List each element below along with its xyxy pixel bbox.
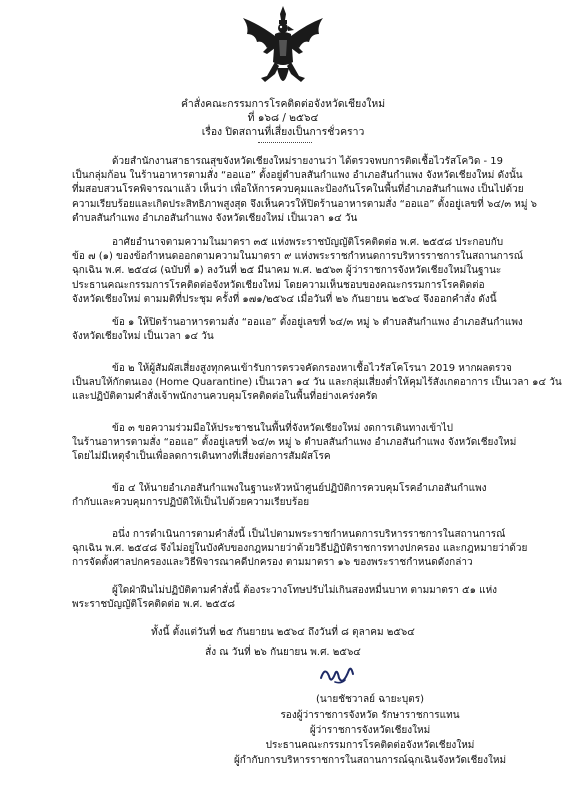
- signatory-position: ผู้ว่าราชการจังหวัดเชียงใหม่: [309, 725, 431, 736]
- paragraph-line: ด้วยสำนักงานสาธารณสุขจังหวัดเชียงใหม่รายงานว่า ได้ตรวจพบการติดเชื้อไวรัสโควิด - 19: [112, 156, 504, 167]
- clause-line: ข้อ ๑ ให้ปิดร้านอาหารตามสั่ง “ออแอ” ตั้งอยู่เลขที่ ๖๔/๓ หมู่ ๖ ตำบลสันกำแพง อำเภอสันกำแพง: [112, 317, 523, 328]
- paragraph-line: ฉุกเฉิน พ.ศ. ๒๕๔๘ จึงไม่อยู่ในบังคับของกฎหมายว่าด้วยวิธีปฏิบัติราชการทางปกครอง และกฎหมายว่าด้วย: [72, 543, 528, 555]
- clause-line: จังหวัดเชียงใหม่ เป็นเวลา ๑๔ วัน: [72, 331, 214, 343]
- signatory-position: ประธานคณะกรรมการโรคติดต่อจังหวัดเชียงใหม่: [265, 740, 475, 751]
- paragraph-line: ข้อ ๗ (๑) ของข้อกำหนดออกตามความในมาตรา ๙ แห่งพระราชกำหนดการบริหารราชการในสถานการณ์: [72, 251, 523, 263]
- clause-4: [72, 482, 510, 510]
- clause-line: ข้อ ๓ ขอความร่วมมือให้ประชาชนในพื้นที่จังหวัดเชียงใหม่ งดการเดินทางเข้าไป: [112, 423, 454, 434]
- order-title: คำสั่งคณะกรรมการโรคติดต่อจังหวัดเชียงใหม่: [180, 98, 386, 110]
- paragraph-authority: [72, 236, 523, 307]
- order-number: ที่ ๑๖๘ / ๒๕๖๔: [247, 112, 319, 124]
- clause-line: เป็นลบให้กักตนเอง (Home Quarantine) เป็นเวลา ๑๔ วัน และกลุ่มเสี่ยงต่ำให้คุมไร้สังเกตอาการ เป็นเวลา ๑๔ วัน: [72, 377, 562, 389]
- clause-line: กำกับและควบคุมการปฏิบัติให้เป็นไปด้วยความเรียบร้อย: [72, 497, 310, 509]
- paragraph-line: ฉุกเฉิน พ.ศ. ๒๕๔๘ (ฉบับที่ ๑) ลงวันที่ ๒๕ มีนาคม พ.ศ. ๒๕๖๓ ผู้ว่าราชการจังหวัดเชียงใหม่ในฐานะ: [72, 265, 502, 277]
- effective-period: ทั้งนี้ ตั้งแต่วันที่ ๒๕ กันยายน ๒๕๖๔ ถึงวันที่ ๘ ตุลาคม ๒๕๖๔: [151, 627, 415, 638]
- paragraph-exemption: [72, 528, 528, 571]
- paragraph-line: พระราชบัญญัติโรคติดต่อ พ.ศ. ๒๕๕๘: [72, 599, 236, 611]
- paragraph-line: ผู้ใดฝ่าฝืนไม่ปฏิบัติตามคำสั่งนี้ ต้องระวางโทษปรับไม่เกินสองหมื่นบาท ตามมาตรา ๕๑ แห่ง: [112, 585, 498, 596]
- clause-line: และปฏิบัติตามคำสั่งเจ้าพนักงานควบคุมโรคติดต่อในพื้นที่อย่างเคร่งครัด: [72, 391, 378, 403]
- clause-line: ข้อ ๒ ให้ผู้สัมผัสเสี่ยงสูงทุกคนเข้ารับการตรวจคัดกรองหาเชื้อไวรัสโคโรนา 2019 หากผลตรวจ: [112, 363, 512, 374]
- clause-line: ในร้านอาหารตามสั่ง “ออแอ” ตั้งอยู่เลขที่ ๖๔/๓ หมู่ ๖ ตำบลสันกำแพง อำเภอสันกำแพง จังหวัดเชียงใหม่: [72, 437, 517, 449]
- clause-line: โดยไม่มีเหตุจำเป็นเพื่อลดการเดินทางที่เสี่ยงต่อการสัมผัสโรค: [72, 451, 331, 463]
- clause-line: ข้อ ๔ ให้นายอำเภอสันกำแพงในฐานะหัวหน้าศูนย์ปฏิบัติการควบคุมโรคอำเภอสันกำแพง: [112, 483, 487, 494]
- paragraph-line: ความเรียบร้อยและเกิดประสิทธิภาพสูงสุด จึงเห็นควรให้ปิดร้านอาหารตามสั่ง “ออแอ” ตั้งอยู่เลขที่ ๖๔/๓ หมู่ ๖: [72, 198, 537, 210]
- paragraph-line: ประธานคณะกรรมการโรคติดต่อจังหวัดเชียงใหม่ โดยความเห็นชอบของคณะกรรมการโรคติดต่อ: [72, 279, 485, 291]
- clause-2: [72, 362, 562, 405]
- paragraph-background: [72, 155, 537, 226]
- paragraph-line: จังหวัดเชียงใหม่ ตามมติที่ประชุม ครั้งที่ ๑๗๑/๒๕๖๔ เมื่อวันที่ ๒๖ กันยายน ๒๕๖๔ จึงออกคำสั่ง ดังนี้: [72, 293, 497, 305]
- signatory-name: (นายชัชวาลย์ ฉายะบุตร): [316, 694, 424, 705]
- paragraph-line: การจัดตั้งศาลปกครองและวิธีพิจารณาคดีปกครอง ตามมาตรา ๑๖ ของพระราชกำหนดดังกล่าว: [72, 557, 473, 569]
- ordered-date: สั่ง ณ วันที่ ๒๖ กันยายน พ.ศ. ๒๕๖๔: [205, 647, 361, 658]
- paragraph-penalty: [72, 584, 510, 612]
- signatory-position: ผู้กำกับการบริหารราชการในสถานการณ์ฉุกเฉินจังหวัดเชียงใหม่: [233, 755, 507, 766]
- paragraph-line: อาศัยอำนาจตามความในมาตรา ๓๕ แห่งพระราชบัญญัติโรคติดต่อ พ.ศ. ๒๕๕๘ ประกอบกับ: [112, 237, 504, 248]
- paragraph-line: ที่มสอบสวนโรคพิจารณาแล้ว เห็นว่า เพื่อให้การควบคุมและป้องกันโรคในพื้นที่อำเภอสันกำแพง เป็นไปด้วย: [72, 184, 524, 196]
- paragraph-line: อนึ่ง การดำเนินการตามคำสั่งนี้ เป็นไปตามพระราชกำหนดการบริหารราชการในสถานการณ์: [112, 529, 506, 540]
- header-divider: [258, 142, 312, 143]
- paragraph-line: ตำบลสันกำแพง อำเภอสันกำแพง จังหวัดเชียงใหม่ เป็นเวลา ๑๔ วัน: [72, 212, 358, 224]
- signatory-position: รองผู้ว่าราชการจังหวัด รักษาราชการแทน: [280, 710, 460, 721]
- clause-3: [72, 422, 517, 465]
- garuda-emblem-icon: [239, 4, 327, 96]
- order-subject: เรื่อง ปิดสถานที่เสี่ยงเป็นการชั่วคราว: [201, 126, 365, 138]
- clause-1: [72, 316, 523, 344]
- paragraph-line: เป็นกลุ่มก้อน ในร้านอาหารตามสั่ง “ออแอ” ตั้งอยู่ตำบลสันกำแพง อำเภอสันกำแพง จังหวัดเชียงใหม่ ดังนั้น: [72, 170, 523, 182]
- handwritten-signature: [315, 660, 359, 690]
